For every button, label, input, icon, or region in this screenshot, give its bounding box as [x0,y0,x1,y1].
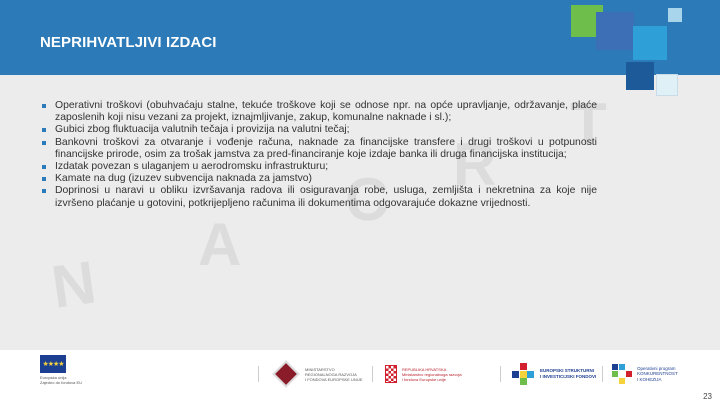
decor-square-pale [668,8,682,22]
decor-square-dark-blue [626,62,654,90]
bullet-icon [42,189,46,193]
footer-divider [602,366,603,382]
bullet-icon [42,141,46,145]
bullet-icon [42,128,46,132]
bullet-text: Izdatak povezan s ulaganjem u aerodromsku infrastrukturu; [55,161,329,173]
bullet-text: Operativni troškovi (obuhvaćaju stalne, tekuće troškove koji se odnose npr. na opće upravljanje, održavanje, plaće zaposlenih koji nisu vezani za projekt, iznajmljivanje, zakup, komunalne naknade i sl.); [55,100,597,124]
republic-logo-text-line: i fondova Europske unije [402,376,446,382]
esi-funds-logo [512,358,596,390]
bullet-text: Bankovni troškovi za otvaranje i vođenje računa, naknade za financijske transfere i drugi troškovi u potpunosti financijske prirode, osim za trošak jamstva za pred-financiranje koje izdaje banka ili druga financijska institucija; [55,136,597,160]
watermark-letter: T [570,91,607,158]
republic-logo-text-line: Ministarstvo regionalnoga razvoja [402,371,462,377]
bullet-icon [42,177,46,181]
decor-square-blue [596,12,634,50]
esi-funds-icon [512,363,534,385]
eu-logo-text [40,375,82,385]
esi-logo-text [540,368,596,380]
watermark-letter: A [198,211,242,278]
operational-programme-icon [612,364,632,384]
decor-square-light-blue [633,26,667,60]
ministry-logo-text [305,367,363,382]
watermark-letter: R [453,131,497,198]
esi-logo-text-line: I INVESTICIJSKI FONDOVI [540,374,597,379]
watermark-letter: C [345,166,389,233]
operational-programme-logo [612,358,678,390]
op-logo-text [637,366,678,383]
footer-divider [500,366,501,382]
decor-square-white [656,74,678,96]
ministry-logo [275,358,363,390]
ministry-cube-icon [275,363,297,385]
esi-logo-text-line: EUROPSKI STRUKTURNI [540,368,595,373]
footer-divider [258,366,259,382]
op-logo-text-line: KONKURENTNOST [637,371,678,377]
ministry-logo-text-line: REGIONALNOGA RAZVOJA [305,371,357,377]
bullet-icon [42,165,46,169]
page-number: 23 [703,392,712,401]
republic-logo-text [402,367,462,382]
bullet-icon [42,104,46,108]
eu-flag-icon: ★★★★ [40,355,66,373]
bullet-item [42,173,597,185]
bullet-item [42,124,597,136]
bullet-item [42,100,597,124]
bullet-list-container [42,100,597,210]
slide-title: NEPRIHVATLJIVI IZDACI [40,34,217,51]
op-logo-text-line: I KOHEZIJA [637,376,662,382]
ministry-logo-text-line: I FONDOVA EUROPSKE UNIJE [305,376,363,382]
bullet-item [42,137,597,161]
eu-logo-text-line: Zajedno do fondova EU [40,380,83,385]
eu-logo [40,355,82,387]
bullet-list [42,100,597,210]
op-logo-text-line: Operativni program [637,365,676,371]
croatian-coat-of-arms-icon [385,365,397,383]
republic-of-croatia-logo [385,358,462,390]
bullet-text: Doprinosi u naravi u obliku izvršavanja radova ili osiguravanja robe, usluga, zemljišta i nekretnina za koje nije izvršeno plaćanje u gotovini, potkrijepljeno računima ili dokumentima odgovarajuće dokazne vrijednosti. [55,185,597,209]
eu-logo-text-line: Europska unija [40,375,67,380]
bullet-item [42,161,597,173]
bullet-item [42,185,597,209]
bullet-text: Gubici zbog fluktuacija valutnih tečaja i provizija na valutni tečaj; [55,124,350,136]
watermark-letter: N [47,248,100,321]
footer-divider [372,366,373,382]
republic-logo-text-line: REPUBLIKA HRVATSKA [402,366,447,372]
bullet-text: Kamate na dug (izuzev subvencija naknada za jamstvo) [55,173,313,185]
ministry-logo-text-line: MINISTARSTVO [305,366,335,372]
